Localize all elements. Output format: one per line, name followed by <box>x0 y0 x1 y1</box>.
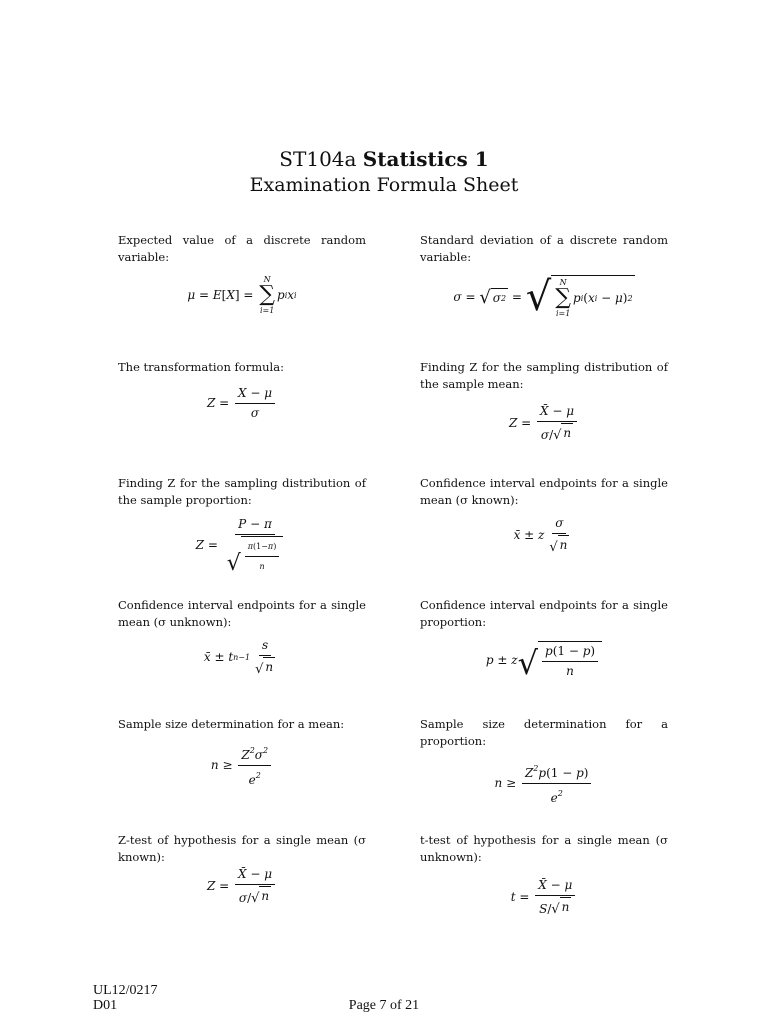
formula-item-z-sample-mean <box>420 359 668 443</box>
formula-item-std-dev <box>420 232 668 320</box>
formula-description: Confidence interval endpoints for a single proportion: <box>420 598 668 629</box>
formula-expression: p ± z √ $\frac{p(1 - p)}{n}$ <box>420 641 668 680</box>
course-title <box>0 146 768 172</box>
formula-description: Z-test of hypothesis for a single mean (σ known): <box>118 833 366 864</box>
formula-item-z-sample-proportion <box>118 475 366 576</box>
formula-expression: x̄ ± z σ √ n <box>513 516 568 555</box>
formula-expression: Z = $\frac{X - \mu}{\sigma}$ <box>118 385 366 422</box>
formula-expression: x̄ ± t n−1 s √ n <box>203 638 274 677</box>
formula-item-sample-size-mean <box>118 716 366 787</box>
course-code: ST104a <box>279 147 357 171</box>
formula-description: Standard deviation of a discrete random variable: <box>420 233 668 264</box>
formula-item-ci-mean-known <box>420 475 668 555</box>
formula-item-expected-value <box>118 232 366 315</box>
course-name: Statistics 1 <box>362 147 489 171</box>
page-number: Page 7 of 21 <box>348 998 420 1013</box>
formula-expression: Z = X̄ − μ σ/ √ n <box>420 403 668 444</box>
formula-expression: n ≥ $\frac{Z^2p(1 - p)}{e^2}$ <box>420 760 668 807</box>
document-section: D01 <box>93 998 118 1013</box>
formula-item-transformation <box>118 359 366 420</box>
formula-description: t-test of hypothesis for a single mean (σ unknown): <box>420 833 668 864</box>
formula-description: Confidence interval endpoints for a single mean (σ unknown): <box>118 598 366 629</box>
formula-item-ci-proportion <box>420 597 668 682</box>
formula-expression: t = X̄ − μ S/ √ n <box>420 877 668 918</box>
formula-expression: σ = √ σ 2 = √ N ∑ i=1 p i ( x i − μ ) 2 <box>453 274 633 320</box>
formula-description: Finding Z for the sampling distribution of the sample proportion: <box>118 476 366 507</box>
page-title <box>0 146 768 198</box>
formula-item-z-test <box>118 832 366 906</box>
formula-description: Finding Z for the sampling distribution of the sample mean: <box>420 360 668 391</box>
formula-expression: Z = X̄ − μ σ/ √ n <box>118 866 366 907</box>
formula-expression: μ = E [ X ] = N ∑ i=1 p i x i <box>187 275 297 315</box>
sheet-subtitle: Examination Formula Sheet <box>249 174 519 196</box>
formula-expression: Z = P − π √ $\frac{\pi(1-\pi)}{n}$ <box>118 516 366 575</box>
formula-description: Expected value of a discrete random variable: <box>118 233 366 264</box>
formula-description: Sample size determination for a proportion: <box>420 717 668 748</box>
formula-item-t-test <box>420 832 668 917</box>
formula-description: Confidence interval endpoints for a single mean (σ known): <box>420 476 668 507</box>
formula-description: Sample size determination for a mean: <box>118 717 345 731</box>
formula-item-ci-mean-unknown <box>118 597 366 677</box>
document-code: UL12/0217 <box>93 983 158 998</box>
formula-item-sample-size-proportion <box>420 716 668 805</box>
formula-description: The transformation formula: <box>118 360 284 374</box>
formula-expression: n ≥ $\frac{Z^2\sigma^2}{e^2}$ <box>118 742 366 789</box>
